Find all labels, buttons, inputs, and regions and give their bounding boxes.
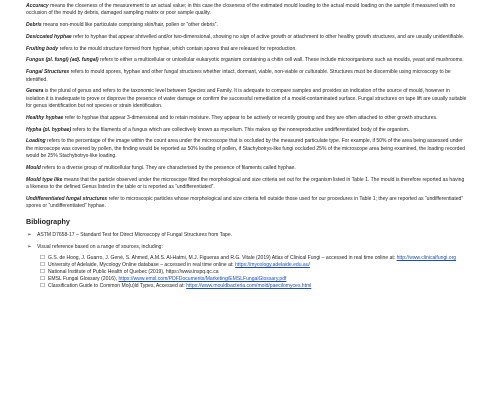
source-link[interactable]: https://www.emsl.com/PDFDocuments/Marketing/EMSLFungalGlossary.pdf xyxy=(118,276,287,283)
definition-debris xyxy=(26,22,468,29)
definition-text: refers to the percentage of the image within the count area under the microscope that is occluded by the measured particulate type. For example, if 50% of the area being assessed under the microscope was covered by pollen, the finding would be reported as 50% loading of pollen, if Stachybotrys-like fungi occluded 25% of the microscope area being examined, the loading recorded would be 25% Stachybotrys-like loading. xyxy=(26,138,466,159)
source-link[interactable]: http://www.clinicalfungi.org xyxy=(396,254,457,261)
bibliography-list xyxy=(26,232,468,290)
definition-text: means non-mould like particulate comprising skin/hair, pollen or “other debris”. xyxy=(41,22,218,29)
definition-term: Hypha (pl. hyphae) xyxy=(26,126,72,133)
bibliography-heading: Bibliography xyxy=(26,217,70,227)
bibliography-item xyxy=(26,244,468,251)
definition-accuracy xyxy=(26,3,468,18)
definition-term: Mould type like xyxy=(26,176,63,183)
definition-term: Fruiting body xyxy=(26,45,59,52)
source-description: University of Adelaide, Mycology Online database – accessed in real time online at: xyxy=(48,261,236,268)
bibliography-item xyxy=(26,232,468,239)
definition-term: Fungus (pl. fungi) (adj. fungal) xyxy=(26,57,99,64)
arrow-bullet-icon: ➢ xyxy=(27,243,32,250)
definition-text: refer to microscopic particles whose morphological and size criteria fell outside those used for our procedures in Table 1; they are reported as “undifferentiated” spores or “undifferentiated” hyphae. xyxy=(26,195,464,209)
source-item xyxy=(40,269,468,276)
definition-fungal-structures xyxy=(26,69,468,84)
source-item xyxy=(40,283,468,290)
source-item xyxy=(40,262,468,269)
source-description: National Institute of Public Health of Quebec (2019), https://www.inspq.qc.ca xyxy=(48,269,219,276)
definition-fruiting-body xyxy=(26,46,468,53)
definition-term: Undifferentiated fungal structures xyxy=(26,195,108,202)
definitions xyxy=(26,3,468,210)
source-text xyxy=(48,283,311,290)
definition-desiccated-hyphae xyxy=(26,34,468,41)
bibliography-item-text: Visual reference based on a range of sources, including: xyxy=(37,243,163,250)
definition-mould xyxy=(26,165,468,172)
definition-text: refers to the filaments of a fungus which are collectively known as mycelium. This makes up the nonreproductive undifferentiated body of the organism. xyxy=(71,126,410,133)
checkbox-bullet-icon: ☐ xyxy=(40,261,45,268)
source-text xyxy=(48,262,310,269)
definition-text: means that the particle observed under the microscope fitted the morphological and size criteria set out for the organism listed in Table 1. The mould is therefore reported as having a likeness to the defined Genus listed in the table or is reported as “undifferentiated”. xyxy=(26,176,465,190)
source-description: G.S. de Hoog, J. Guarro, J. Gené, S. Ahmed, A.M.S. Al-Hatmi, M.J. Figueras and R.G. Vitale (2019) Atlas of Clinical Fungi – accessed in real time online at: xyxy=(48,254,397,261)
definition-term: Genera xyxy=(26,88,44,95)
definition-text: refer to hyphae that appear shrivelled and/or two-dimensional, showing no sign of active growth or attachment to other healthy growth structures, and are usually unidentifiable. xyxy=(71,33,465,40)
source-text xyxy=(48,276,286,283)
definition-term: Loading xyxy=(26,138,46,145)
source-item xyxy=(40,255,468,262)
definition-text: refer to hyphae that appear 3-dimensional and to retain moisture. They appear to be actively or recently growing and they are often attached to other growth structures. xyxy=(63,114,438,121)
definition-text: refers to mould spores, hyphae and other fungal structures whether intact, dormant, viable, non-viable or culturable. Structures must be discernible using microscopy to be identified. xyxy=(26,69,451,83)
definition-term: Desiccated hyphae xyxy=(26,33,72,40)
definition-fungus xyxy=(26,57,468,64)
definition-loading xyxy=(26,138,468,160)
source-description: EMSL Fungal Glossary (2016), xyxy=(48,276,119,283)
checkbox-bullet-icon: ☐ xyxy=(40,283,45,290)
definition-undifferentiated-fungal-structures xyxy=(26,196,468,211)
source-text xyxy=(48,255,456,262)
definition-genera xyxy=(26,88,468,110)
source-item xyxy=(40,276,468,283)
checkbox-bullet-icon: ☐ xyxy=(40,269,45,276)
definition-text: is the plural of genus and refers to the taxonomic level between Species and Family. It is adequate to compare samples and provides an indication of the source of mould, however in isolation it is inadequate to prove or disprove the presence of water damage or confirm the successful remediation of a mould-contaminated surface. Fungal structures on tape lift are usually suitable for genus identification but not species or strain identification. xyxy=(26,88,467,109)
bibliography-item-text: ASTM D7658-17 – Standard Test for Direct Microscopy of Fungal Structures from Tape. xyxy=(37,232,233,239)
definition-term: Accuracy xyxy=(26,3,49,9)
checkbox-bullet-icon: ☐ xyxy=(40,276,45,283)
source-description: Classification Guide to Common Mo(u)ld Types, Accessed at: xyxy=(48,283,187,290)
definition-text: refers to a diverse group of multicellular fungi. They are characterised by the presence of filaments called hyphae. xyxy=(40,164,296,171)
definition-term: Fungal Structures xyxy=(26,69,70,76)
arrow-bullet-icon: ➢ xyxy=(27,232,32,239)
source-link[interactable]: https://mycology.adelaide.edu.au/ xyxy=(235,261,310,268)
checkbox-bullet-icon: ☐ xyxy=(40,254,45,261)
definition-text: refers to the mould structure formed from hyphae, which contain spores that are released for reproduction. xyxy=(58,45,297,52)
definition-term: Mould xyxy=(26,164,41,171)
visual-reference-sources xyxy=(26,255,468,290)
definition-text: means the closeness of the measurement to an actual value; in this case the closeness of the estimated mould loading to the actual mould loading on the sample if measured with no occlusion of the mould by debris, damaged sampling matrix or poor sample quality. xyxy=(26,3,456,17)
definition-term: Healthy hyphae xyxy=(26,114,64,121)
definition-hypha xyxy=(26,127,468,134)
source-link[interactable]: https://www.mouldbacteria.com/mold/paecilomyces.html xyxy=(186,283,312,290)
source-text xyxy=(48,269,219,276)
definition-text: refers to either a multicellular or unicellular eukaryotic organism containing a chitin cell wall. These include microorganisms such as moulds, yeast and mushrooms. xyxy=(98,57,464,64)
definition-term: Debris xyxy=(26,22,42,29)
definition-mould-type-like xyxy=(26,177,468,192)
definition-healthy-hyphae xyxy=(26,115,468,122)
